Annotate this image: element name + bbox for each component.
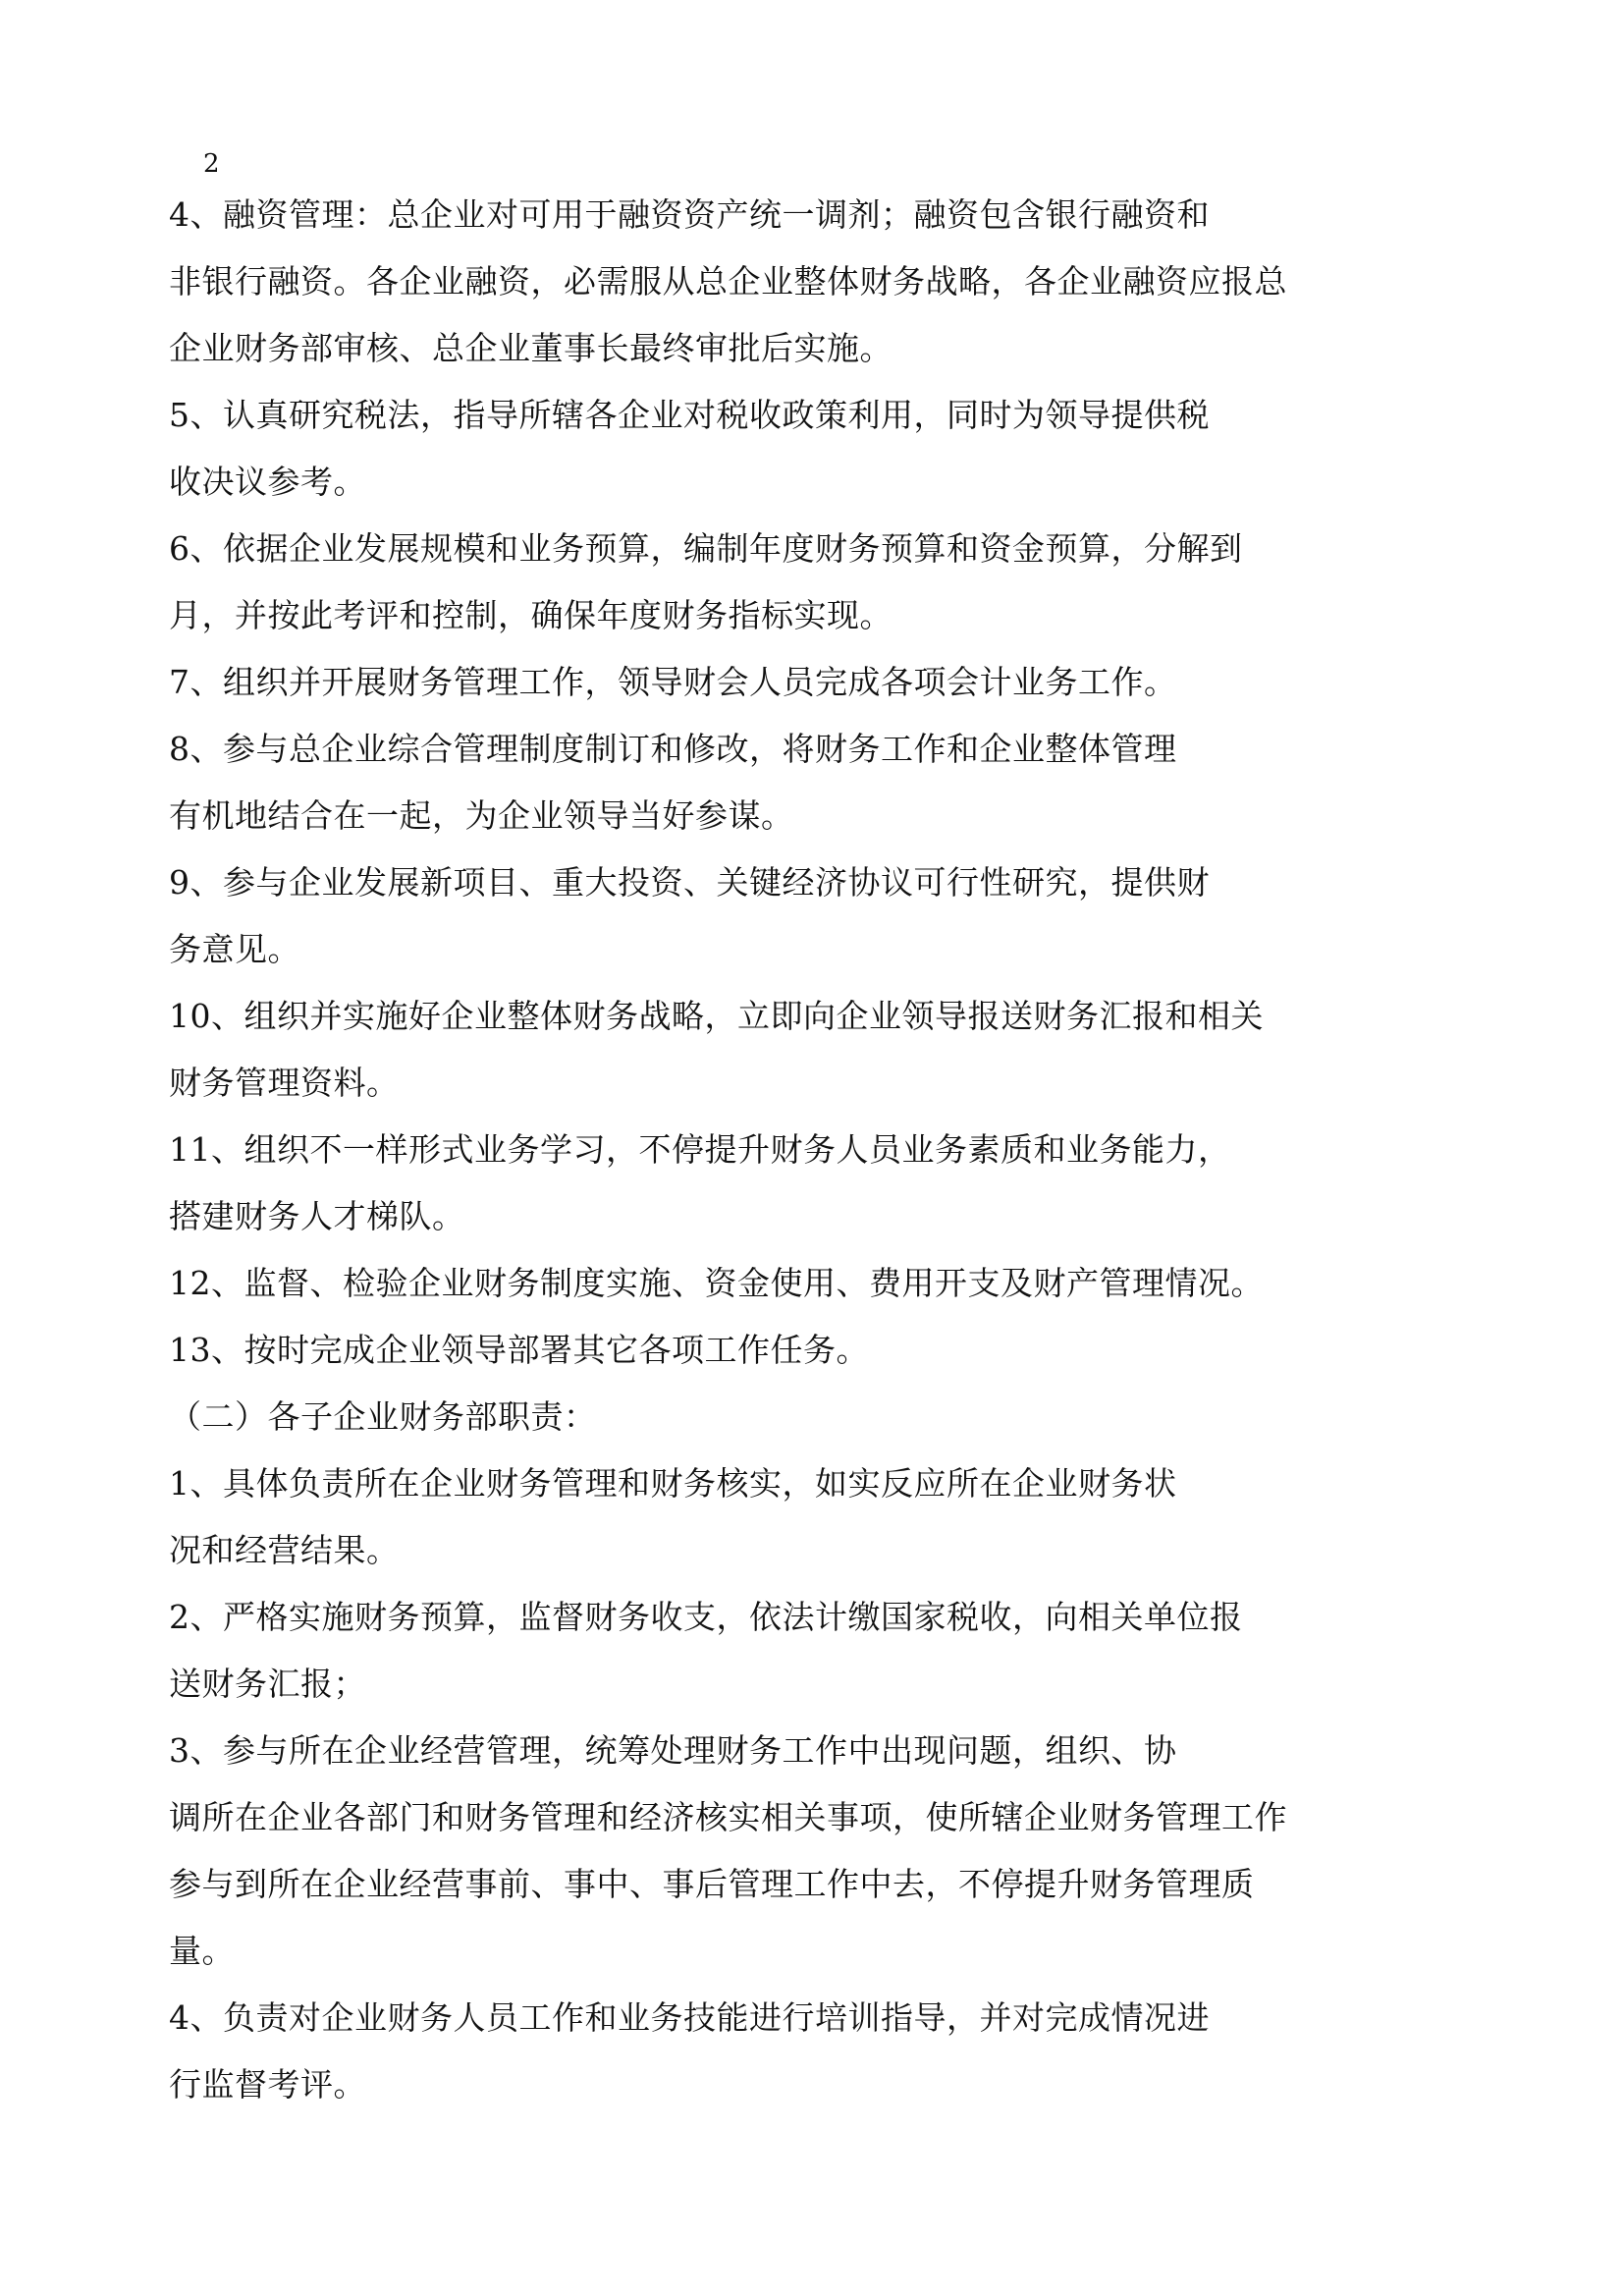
text-line: 4、融资管理：总企业对可用于融资资产统一调剂；融资包含银行融资和 <box>169 195 1210 234</box>
text-line: 量。 <box>169 1932 235 1970</box>
text-line: 13、按时完成企业领导部署其它各项工作任务。 <box>169 1331 869 1369</box>
text-line: 收决议参考。 <box>169 463 366 501</box>
text-line: 5、认真研究税法，指导所辖各企业对税收政策利用，同时为领导提供税 <box>169 396 1210 434</box>
text-line: 9、参与企业发展新项目、重大投资、关键经济协议可行性研究，提供财 <box>169 863 1210 902</box>
document-body <box>169 182 1524 2118</box>
text-line: 送财务汇报； <box>169 1665 366 1703</box>
text-line: 行监督考评。 <box>169 2065 366 2104</box>
text-line: 企业财务部审核、总企业董事长最终审批后实施。 <box>169 329 893 367</box>
text-line: 11、组织不一样形式业务学习，不停提升财务人员业务素质和业务能力， <box>169 1130 1231 1169</box>
text-line: 2、严格实施财务预算，监督财务收支，依法计缴国家税收，向相关单位报 <box>169 1598 1243 1636</box>
text-line: 参与到所在企业经营事前、事中、事后管理工作中去，不停提升财务管理质 <box>169 1865 1255 1903</box>
text-line: 搭建财务人才梯队。 <box>169 1197 465 1235</box>
text-line: 6、依据企业发展规模和业务预算，编制年度财务预算和资金预算，分解到 <box>169 529 1243 568</box>
page-number: 2 <box>203 149 220 179</box>
text-line: 8、参与总企业综合管理制度制订和修改，将财务工作和企业整体管理 <box>169 730 1177 768</box>
text-line: 务意见。 <box>169 930 300 968</box>
text-line: 调所在企业各部门和财务管理和经济核实相关事项，使所辖企业财务管理工作 <box>169 1798 1287 1836</box>
text-line: 财务管理资料。 <box>169 1064 400 1102</box>
text-line: 况和经营结果。 <box>169 1531 400 1569</box>
text-line: 非银行融资。各企业融资，必需服从总企业整体财务战略，各企业融资应报总 <box>169 262 1287 301</box>
text-line: 1、具体负责所在企业财务管理和财务核实，如实反应所在企业财务状 <box>169 1464 1177 1503</box>
text-line: 3、参与所在企业经营管理，统筹处理财务工作中出现问题，组织、协 <box>169 1731 1177 1770</box>
text-line: 7、组织并开展财务管理工作，领导财会人员完成各项会计业务工作。 <box>169 663 1177 701</box>
section-heading: （二）各子企业财务部职责： <box>169 1397 597 1436</box>
text-line: 月，并按此考评和控制，确保年度财务指标实现。 <box>169 596 893 634</box>
text-line: 4、负责对企业财务人员工作和业务技能进行培训指导，并对完成情况进 <box>169 1998 1210 2037</box>
text-line: 有机地结合在一起，为企业领导当好参谋。 <box>169 796 794 835</box>
text-line: 12、监督、检验企业财务制度实施、资金使用、费用开支及财产管理情况。 <box>169 1264 1264 1302</box>
text-line: 10、组织并实施好企业整体财务战略，立即向企业领导报送财务汇报和相关 <box>169 997 1264 1035</box>
